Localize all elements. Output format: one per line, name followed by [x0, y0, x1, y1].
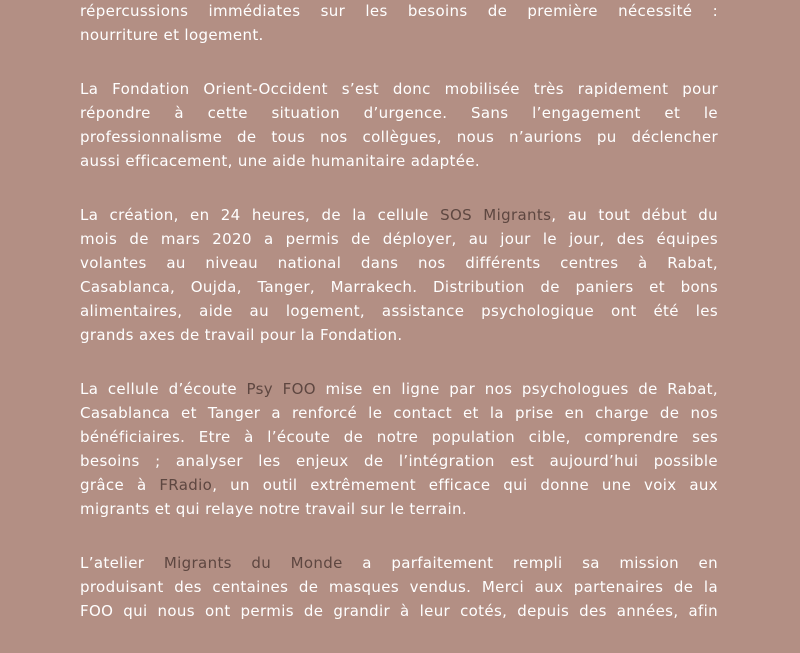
highlight-psy-foo: Psy FOO: [246, 380, 316, 398]
document-body: [80, 0, 718, 653]
text-line: nourriture et logement.: [80, 26, 264, 44]
text-line: aussi efficacement, une aide humanitaire adaptée.: [80, 152, 481, 170]
paragraph-2: [80, 77, 718, 173]
text-line: grands axes de travail pour la Fondation.: [80, 326, 403, 344]
text-line: FOO qui nous ont permis de grandir à leur cotés, depuis des années, afin: [80, 602, 718, 620]
text-line: bénéficiaires. Etre à l’écoute de notre population cible, comprendre ses: [80, 428, 718, 446]
text-line: produisant des centaines de masques vendus. Merci aux partenaires de la: [80, 578, 718, 596]
text-line: migrants et qui relaye notre travail sur le terrain.: [80, 500, 468, 518]
text-line: Casablanca et Tanger a renforcé le contact et la prise en charge de nos: [80, 404, 718, 422]
paragraph-4: [80, 377, 718, 521]
highlight-fradio: FRadio: [159, 476, 213, 494]
text-line: La cellule d’écoute Psy FOO mise en ligne par nos psychologues de Rabat,: [80, 380, 718, 398]
text-line: La création, en 24 heures, de la cellule SOS Migrants, au tout début du: [80, 206, 718, 224]
text-line: volantes au niveau national dans nos différents centres à Rabat,: [80, 254, 718, 272]
text-line: répercussions immédiates sur les besoins de première nécessité :: [80, 2, 718, 20]
paragraph-3: [80, 203, 718, 347]
paragraph-5: [80, 551, 718, 623]
text-line: alimentaires, aide au logement, assistance psychologique ont été les: [80, 302, 718, 320]
highlight-migrants-du-monde: Migrants du Monde: [163, 554, 343, 572]
text-line: professionnalisme de tous nos collègues, nous n’aurions pu déclencher: [80, 128, 718, 146]
text-line: La Fondation Orient-Occident s’est donc mobilisée très rapidement pour: [80, 80, 718, 98]
highlight-sos-migrants: SOS Migrants: [440, 206, 552, 224]
text-line: besoins ; analyser les enjeux de l’intégration est aujourd’hui possible: [80, 452, 718, 470]
paragraph-1: [80, 0, 718, 47]
text-line: répondre à cette situation d’urgence. Sans l’engagement et le: [80, 104, 718, 122]
text-line: grâce à FRadio, un outil extrêmement efficace qui donne une voix aux: [80, 476, 718, 494]
text-line: Casablanca, Oujda, Tanger, Marrakech. Distribution de paniers et bons: [80, 278, 718, 296]
text-line: L’atelier Migrants du Monde a parfaitement rempli sa mission en: [80, 554, 718, 572]
text-line: mois de mars 2020 a permis de déployer, au jour le jour, des équipes: [80, 230, 718, 248]
